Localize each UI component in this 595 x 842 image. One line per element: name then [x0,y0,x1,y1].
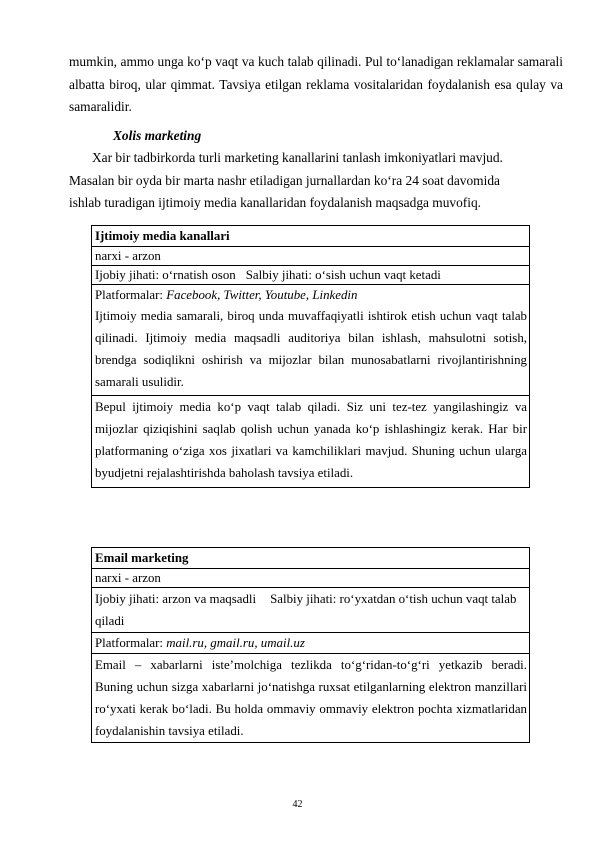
social-price: narxi - arzon [92,247,530,266]
social-platforms-value: Facebook, Twitter, Youtube, Linkedin [166,288,358,302]
email-platforms-value: mail.ru, gmail.ru, umail.uz [166,636,305,650]
email-price: narxi - arzon [92,569,530,588]
social-table-title: Ijtimoiy media kanallari [92,226,530,247]
email-description: Email – xabarlarni iste’molchiga tezlikda to‘g‘ridan-to‘g‘ri yetkazib beradi. Buning uchun sizga xabarlarni jo‘natishga ruxsat etilganlarning elektron manzillari ro‘yxati kerak bo‘ladi. Bu holda ommaviy ommaviy elektron pochta xizmatlaridan foydalanishin tavsiya etiladi. [92,654,530,743]
social-platforms-label: Platformalar: [95,288,164,302]
paragraph-line-2: Masalan bir oyda bir marta nashr etiladigan jurnallardan ko‘ra 24 soat davomida [69,173,500,188]
email-positive: Ijobiy jihati: arzon va maqsadli [95,592,257,606]
email-platforms-label: Platformalar: [95,636,164,650]
social-platforms-cell [92,285,530,396]
email-negative: Salbiy jihati: ro‘yxatdan o‘tish uchun vaqt talab qiladi [95,592,517,628]
email-platforms [92,633,530,654]
social-positive: Ijobiy jihati: o‘rnatish oson [95,268,236,282]
social-pros-cons [92,266,530,285]
social-description-1: Ijtimoiy media samarali, biroq unda muvaffaqiyatli ishtirok etish uchun vaqt talab qilinadi. Ijtimoiy media maqsadli auditoriya bilan ishlash, mahsulotni sotish, brendga sodiqlikni oshirish va mijozlar bilan munosabatlarni rivojlantirishning samarali usulidir. [95,309,527,389]
social-negative: Salbiy jihati: o‘sish uchun vaqt ketadi [245,268,441,282]
section-heading: Xolis marketing [113,128,202,143]
email-table-title: Email marketing [92,548,530,569]
social-platforms [95,286,527,305]
email-marketing-table [91,547,530,743]
email-pros-cons [92,588,530,633]
social-media-table [91,225,530,488]
page-number: 42 [292,799,303,810]
paragraph-line-3: ishlab turadigan ijtimoiy media kanallaridan foydalanish maqsadga muvofiq. [69,195,482,210]
intro-paragraph: mumkin, ammo unga ko‘p vaqt va kuch talab qilinadi. Pul to‘lanadigan reklamalar samarali albatta biroq, ular qimmat. Tavsiya etilgan reklama vositalaridan foydalanish esa qulay va samaralidir. [69,54,563,114]
social-description-2: Bepul ijtimoiy media ko‘p vaqt talab qiladi. Siz uni tez-tez yangilashingiz va mijozlar qiziqishini saqlab qolish uchun yanada ko‘p ishlashingiz kerak. Har bir platformaning o‘ziga xos jixatlari va kamchiliklari mavjud. Shuning uchun ularga byudjetni rejalashtirishda baholash tavsiya etiladi. [92,396,530,488]
paragraph-line-1: Xar bir tadbirkorda turli marketing kanallarini tanlash imkoniyatlari mavjud. [92,150,503,165]
